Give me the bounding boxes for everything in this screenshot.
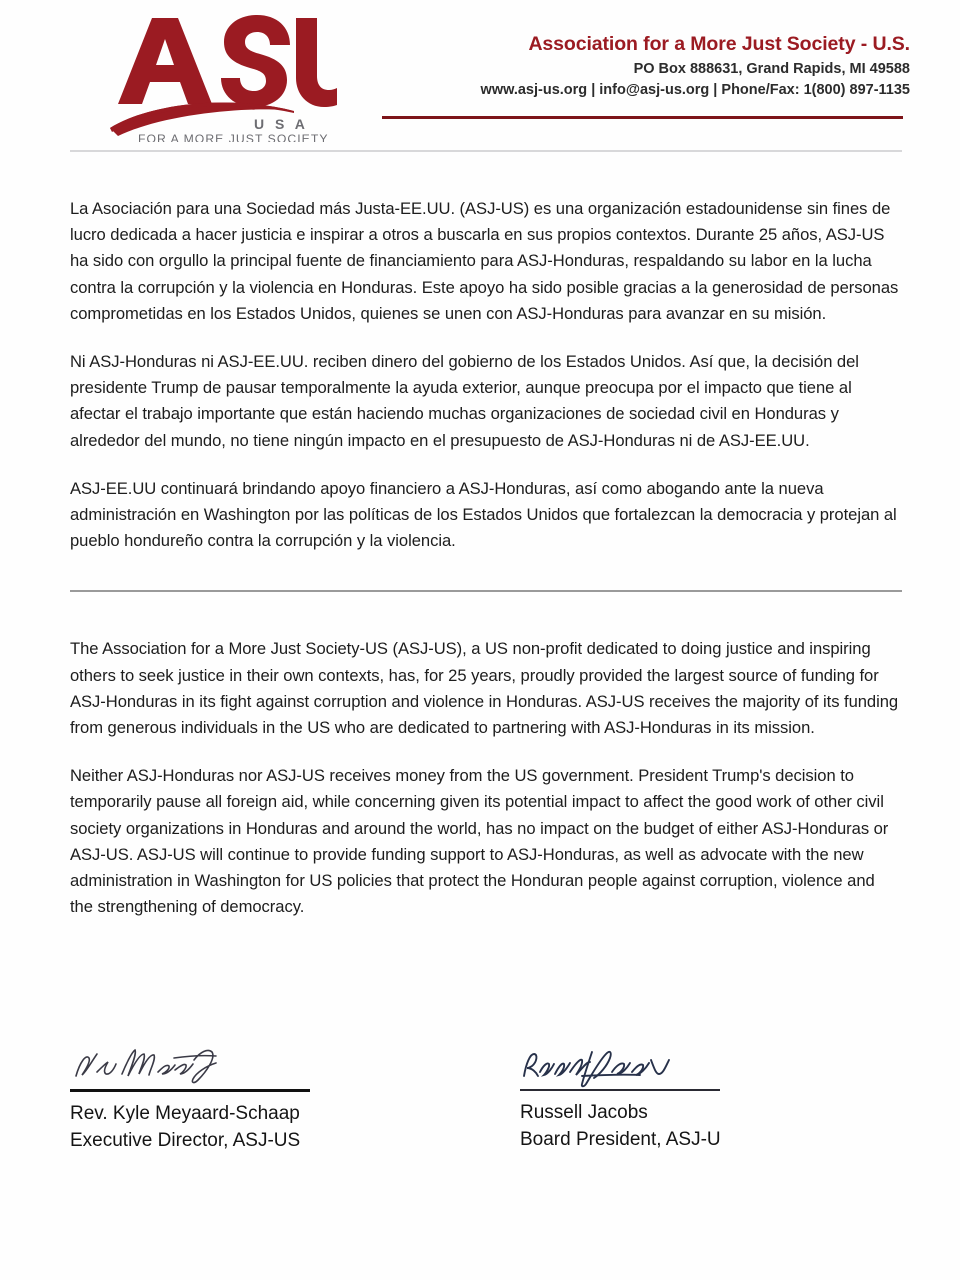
- spanish-section: [70, 196, 902, 554]
- signatory-title: Board President, ASJ-U: [520, 1128, 721, 1150]
- signature-mark-icon: [520, 1042, 850, 1088]
- signature-block: [70, 1042, 902, 1155]
- asj-logo: [108, 12, 338, 142]
- signature-rule: [520, 1089, 720, 1091]
- logo-usa-label: U S A: [254, 116, 309, 132]
- signatory-name: Rev. Kyle Meyaard-Schaap: [70, 1103, 300, 1124]
- signature-rule: [70, 1089, 310, 1092]
- paragraph: Neither ASJ-Honduras nor ASJ-US receives money from the US government. President Trump's decision to temporarily pause all foreign aid, while concerning given its potential impact to affect the good work of other civil society organizations in Honduras and around the world, has no impact on the budget of either ASJ-Honduras or ASJ-US. ASJ-US will continue to provide funding support to ASJ-Honduras, as well as advocate with the new administration in Washington for US policies that protect the Honduran people against corruption, violence and the strengthening of democracy.: [70, 766, 889, 917]
- signature-entry: [520, 1042, 850, 1155]
- paragraph: La Asociación para una Sociedad más Justa-EE.UU. (ASJ-US) es una organización estadounidense sin fines de lucro dedicada a hacer justicia e inspirar a otros a buscarla en sus propios contextos. Durante 25 años, ASJ-US ha sido con orgullo la principal fuente de financiamiento para ASJ-Honduras, respaldando su labor en la lucha contra la corrupción y la violencia en Honduras. Este apoyo ha sido posible gracias a la generosidad de personas comprometidas en los Estados Unidos, quienes se unen con ASJ-Honduras para avanzar en su misión.: [70, 199, 899, 323]
- asj-logo-icon: [108, 12, 338, 142]
- signatory-name: Russell Jacobs: [520, 1102, 648, 1123]
- signatory-title: Executive Director, ASJ-US: [70, 1129, 301, 1151]
- paragraph: ASJ-EE.UU continuará brindando apoyo financiero a ASJ-Honduras, así como abogando ante la nueva administración en Washington por las políticas de los Estados Unidos que fortalezcan la democracia y protejan al pueblo hondureño contra la corrupción y la violencia.: [70, 478, 897, 551]
- org-contact-line[interactable]: www.asj-us.org | info@asj-us.org | Phone/Fax: 1(800) 897-1135: [480, 82, 910, 99]
- paragraph: Ni ASJ-Honduras ni ASJ-EE.UU. reciben dinero del gobierno de los Estados Unidos. Así que, la decisión del presidente Trump de pausar temporalmente la ayuda exterior, aunque preocupa por el impacto que tiene al afectar el trabajo importante que están haciendo muchas organizaciones de sociedad civil en Honduras y alrededor del mundo, no tiene ningún impacto en el presupuesto de ASJ-Honduras ni de ASJ-EE.UU.: [70, 352, 859, 450]
- header-gray-rule: [70, 150, 902, 152]
- signature-entry: [70, 1042, 400, 1155]
- document-body: [70, 196, 902, 920]
- org-contact-block: [380, 32, 910, 101]
- org-address: PO Box 888631, Grand Rapids, MI 49588: [633, 61, 910, 78]
- logo-tagline: FOR A MORE JUST SOCIETY: [138, 132, 329, 142]
- signature-mark-icon: [70, 1042, 400, 1088]
- header-red-rule: [382, 116, 903, 119]
- english-section: [70, 636, 902, 920]
- letterhead-header: [0, 0, 960, 150]
- language-section-divider: [70, 590, 902, 592]
- paragraph: The Association for a More Just Society-US (ASJ-US), a US non-profit dedicated to doing justice and inspiring others to seek justice in their own contexts, has, for 25 years, proudly provided the largest source of funding for ASJ-Honduras in its fight against corruption and violence in Honduras. ASJ-US receives the majority of its funding from generous individuals in the US who are dedicated to partnering with ASJ-Honduras in its mission.: [70, 639, 899, 738]
- org-name: Association for a More Just Society - U.S.: [528, 33, 910, 55]
